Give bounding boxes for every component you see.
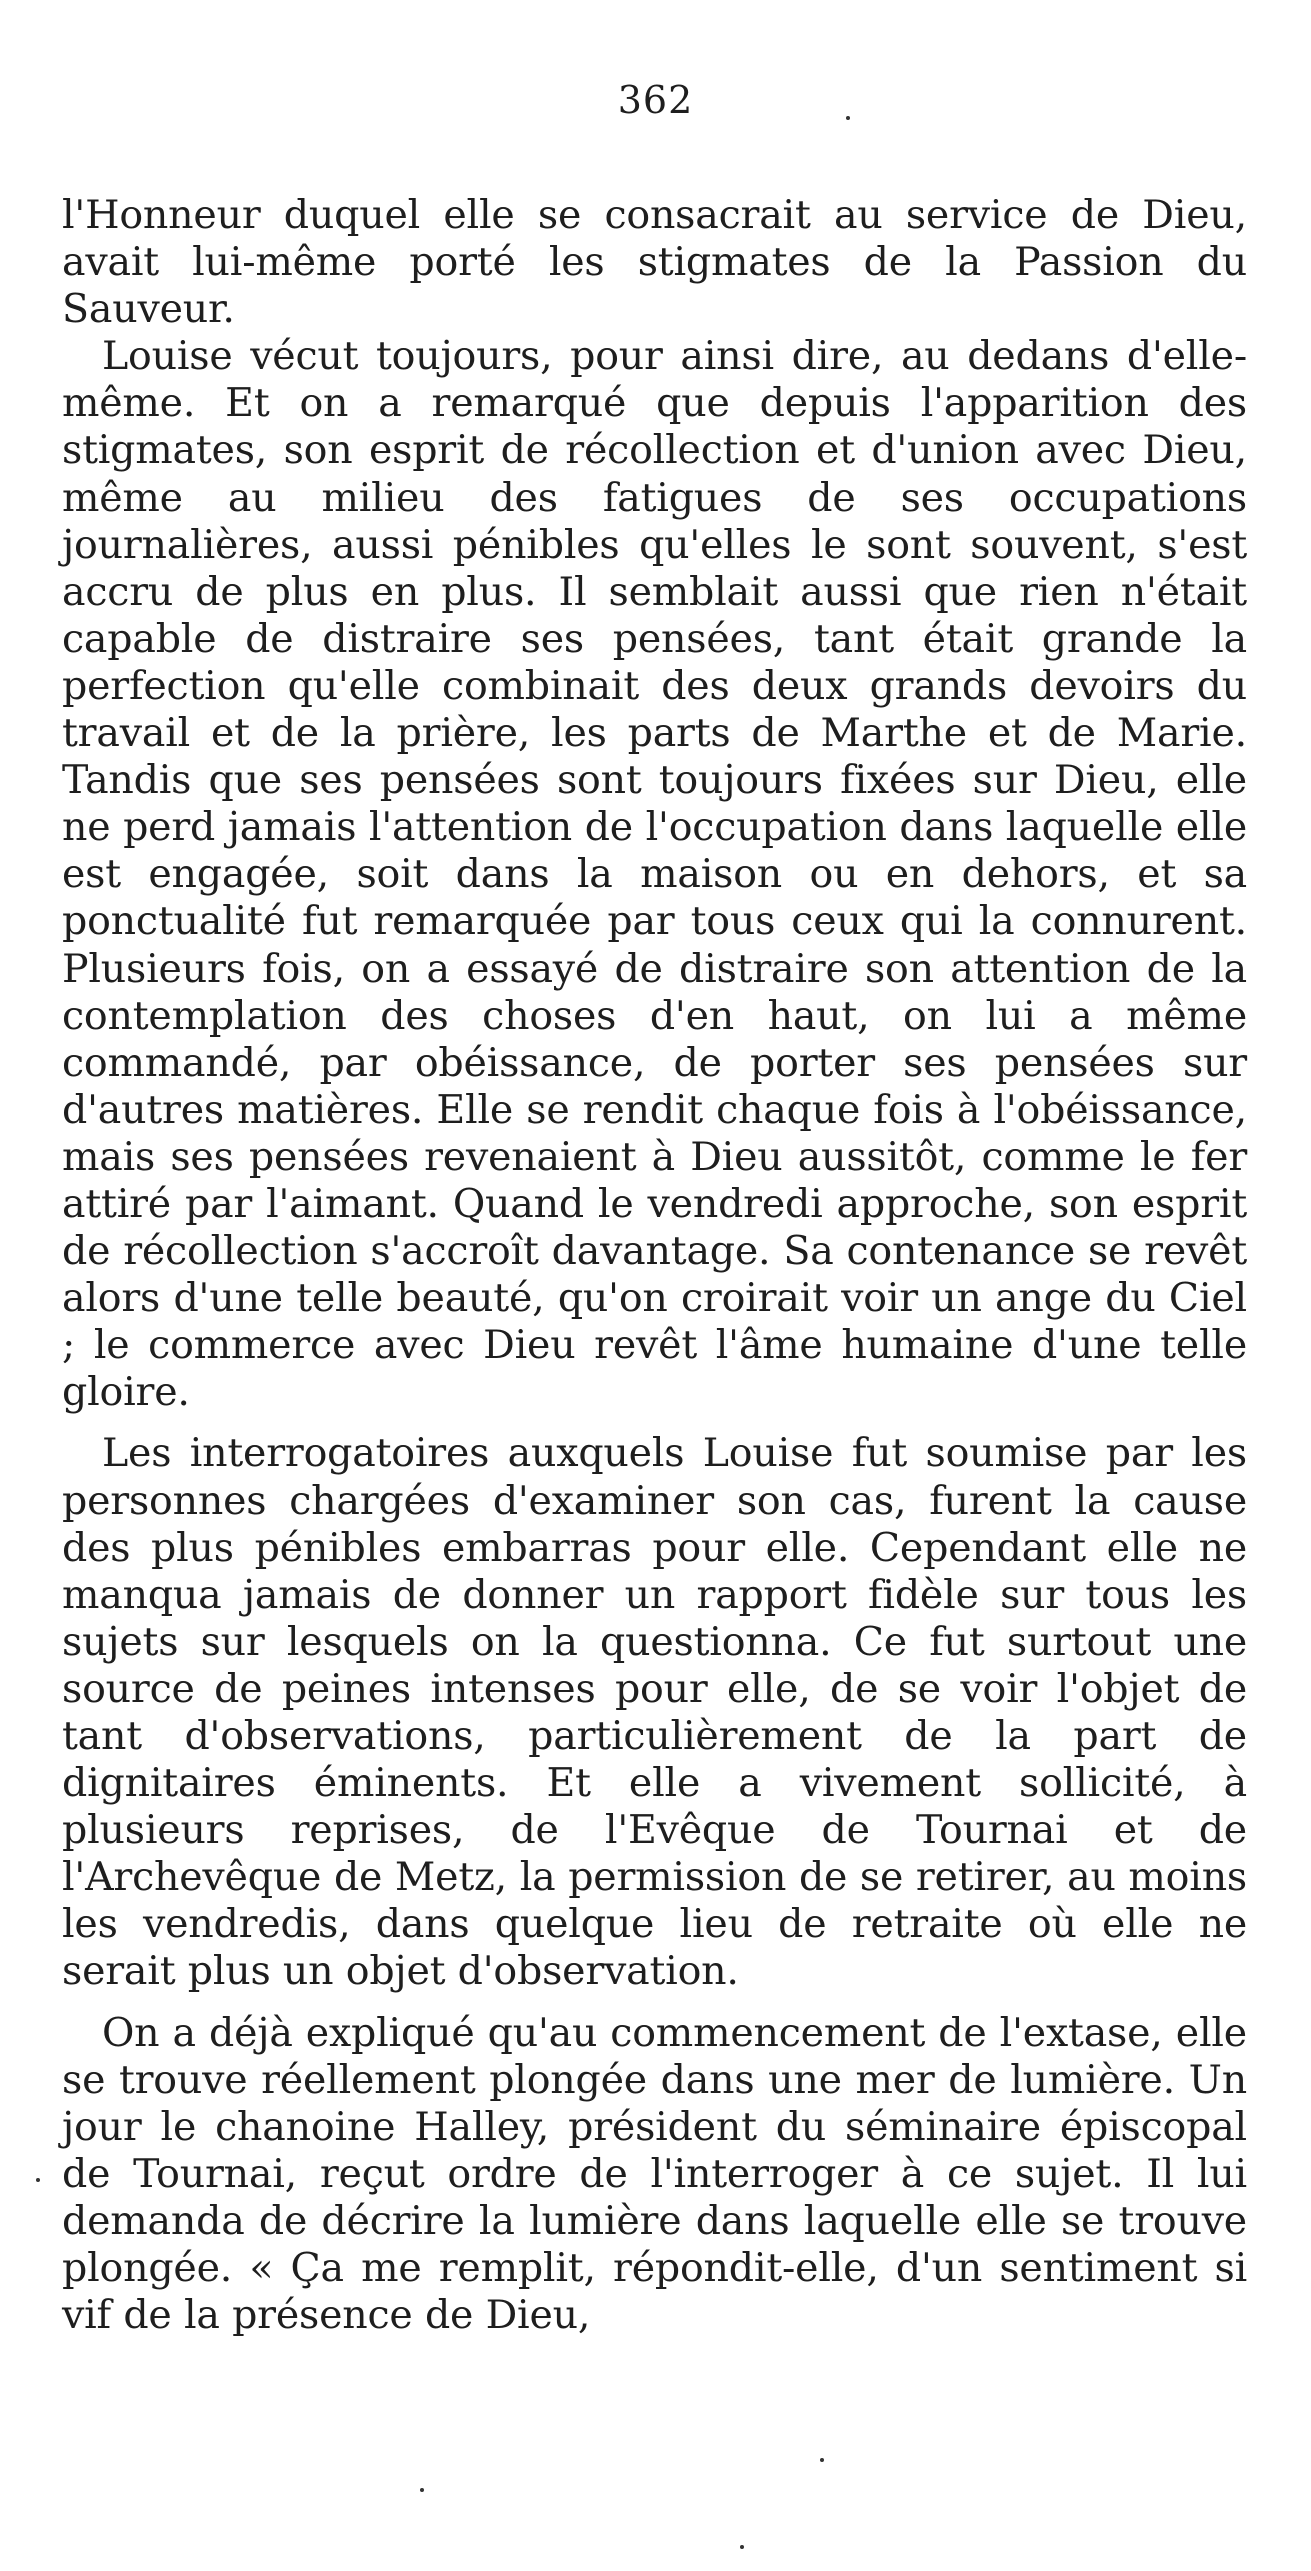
page-number: 362 [617, 78, 694, 122]
paragraph-interrogatoires: Les interrogatoires auxquels Louise fut soumise par les personnes chargées d'examiner son cas, furent la cause des plus pénibles embarras pour elle. Cependant elle ne manqua jamais de donner un rapport fidèle sur tous les sujets sur lesquels on la questionna. Ce fut surtout une source de peines intenses pour elle, de se voir l'objet de tant d'observations, particulièrement de la part de dignitaires éminents. Et elle a vivement sollicité, à plusieurs reprises, de l'Evêque de Tournai et de l'Archevêque de Metz, la permission de se retirer, au moins les vendredis, dans quelque lieu de retraite où elle ne serait plus un objet d'observation. [62, 1430, 1247, 1995]
paragraph-recollection: Louise vécut toujours, pour ainsi dire, au dedans d'elle-même. Et on a remarqué que depuis l'apparition des stigmates, son esprit de récollection et d'union avec Dieu, même au milieu des fatigues de ses occupations journalières, aussi pénibles qu'elles le sont souvent, s'est accru de plus en plus. Il semblait aussi que rien n'était capable de distraire ses pensées, tant était grande la perfection qu'elle combinait des deux grands devoirs du travail et de la prière, les parts de Marthe et de Marie. Tandis que ses pensées sont toujours fixées sur Dieu, elle ne perd jamais l'attention de l'occupation dans laquelle elle est engagée, soit dans la maison ou en dehors, et sa ponctualité fut remarquée par tous ceux qui la connurent. Plusieurs fois, on a essayé de distraire son attention de la contemplation des choses d'en haut, on lui a même commandé, par obéissance, de porter ses pensées sur d'autres matières. Elle se rendit chaque fois à l'obéissance, mais ses pensées revenaient à Dieu aussitôt, comme le fer attiré par l'aimant. Quand le vendredi approche, son esprit de récollection s'accroît davantage. Sa contenance se revêt alors d'une telle beauté, qu'on croirait voir un ange du Ciel ; le commerce avec Dieu revêt l'âme humaine d'une telle gloire. [62, 333, 1247, 1416]
scan-speck [846, 116, 850, 120]
scan-speck [36, 2178, 40, 2182]
body-text [62, 192, 1247, 2339]
scan-speck [740, 2545, 744, 2549]
scan-speck [420, 2488, 424, 2492]
paragraph-continuation: l'Honneur duquel elle se consacrait au service de Dieu, avait lui-même porté les stigmates de la Passion du Sauveur. [62, 192, 1247, 333]
paragraph-lumiere: On a déjà expliqué qu'au commencement de l'extase, elle se trouve réellement plongée dans une mer de lumière. Un jour le chanoine Halley, président du séminaire épiscopal de Tournai, reçut ordre de l'interroger à ce sujet. Il lui demanda de décrire la lumière dans laquelle elle se trouve plongée. « Ça me remplit, répondit-elle, d'un sentiment si vif de la présence de Dieu, [62, 2009, 1247, 2339]
scan-speck [820, 2458, 824, 2462]
